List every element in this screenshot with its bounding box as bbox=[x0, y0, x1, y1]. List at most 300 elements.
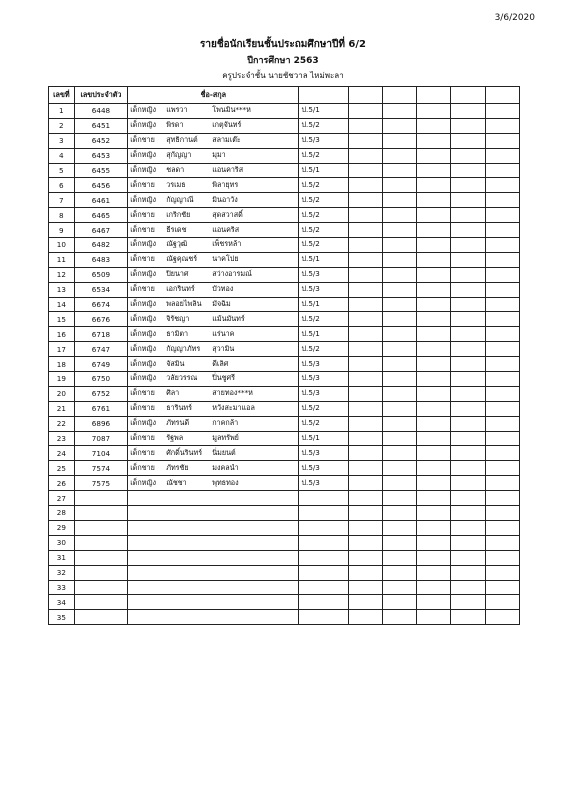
name-prefix: เด็กหญิง bbox=[130, 299, 157, 309]
table-row bbox=[49, 312, 520, 327]
blank-cell bbox=[348, 431, 382, 446]
student-name bbox=[128, 223, 299, 238]
first-name: จิรัชญา bbox=[166, 313, 190, 323]
blank-cell bbox=[382, 238, 416, 253]
row-number: 5 bbox=[49, 163, 75, 178]
blank-cell bbox=[348, 535, 382, 550]
blank-cell bbox=[417, 163, 451, 178]
blank-cell bbox=[485, 267, 519, 282]
student-name bbox=[128, 491, 299, 506]
student-id: 6749 bbox=[74, 357, 128, 372]
previous-class: ป.5/1 bbox=[299, 297, 348, 312]
previous-class: ป.5/3 bbox=[299, 357, 348, 372]
blank-cell bbox=[348, 580, 382, 595]
row-number: 17 bbox=[49, 342, 75, 357]
student-id bbox=[74, 520, 128, 535]
blank-cell bbox=[382, 520, 416, 535]
previous-class: ป.5/2 bbox=[299, 193, 348, 208]
table-row bbox=[49, 372, 520, 387]
row-number: 29 bbox=[49, 520, 75, 535]
table-row bbox=[49, 148, 520, 163]
table-row bbox=[49, 178, 520, 193]
student-name bbox=[128, 148, 299, 163]
previous-class: ป.5/2 bbox=[299, 416, 348, 431]
blank-cell bbox=[451, 431, 485, 446]
student-name bbox=[128, 104, 299, 119]
row-number: 23 bbox=[49, 431, 75, 446]
blank-cell bbox=[348, 133, 382, 148]
last-name: แร่นาค bbox=[212, 328, 235, 338]
name-prefix: เด็กหญิง bbox=[130, 165, 157, 174]
previous-class: ป.5/2 bbox=[299, 208, 348, 223]
blank-cell bbox=[382, 118, 416, 133]
blank-cell bbox=[382, 252, 416, 267]
row-number: 22 bbox=[49, 416, 75, 431]
row-number: 27 bbox=[49, 491, 75, 506]
blank-cell bbox=[348, 401, 382, 416]
previous-class: ป.5/3 bbox=[299, 372, 348, 387]
table-row bbox=[49, 297, 520, 312]
table-row bbox=[49, 476, 520, 491]
first-name: ณัฐคุณชร์ bbox=[166, 254, 198, 264]
header-no: เลขที่ bbox=[49, 87, 75, 104]
table-row bbox=[49, 461, 520, 476]
blank-cell bbox=[348, 297, 382, 312]
student-name bbox=[128, 401, 299, 416]
student-name bbox=[128, 535, 299, 550]
name-prefix: เด็กหญิง bbox=[130, 269, 157, 279]
blank-cell bbox=[417, 148, 451, 163]
previous-class bbox=[299, 595, 348, 610]
student-name bbox=[128, 208, 299, 223]
student-id: 6482 bbox=[74, 238, 128, 253]
name-prefix: เด็กหญิง bbox=[130, 150, 157, 160]
student-name bbox=[128, 297, 299, 312]
student-id bbox=[74, 491, 128, 506]
blank-cell bbox=[348, 550, 382, 565]
blank-cell bbox=[451, 372, 485, 387]
row-number: 13 bbox=[49, 282, 75, 297]
blank-cell bbox=[348, 312, 382, 327]
table-row bbox=[49, 327, 520, 342]
blank-cell bbox=[417, 595, 451, 610]
blank-cell bbox=[417, 267, 451, 282]
student-id: 6452 bbox=[74, 133, 128, 148]
blank-cell bbox=[451, 595, 485, 610]
row-number: 26 bbox=[49, 476, 75, 491]
table-row bbox=[49, 520, 520, 535]
blank-cell bbox=[417, 565, 451, 580]
header-blank bbox=[348, 87, 382, 104]
student-id: 6718 bbox=[74, 327, 128, 342]
table-row bbox=[49, 506, 520, 521]
first-name: วลัยวรรณ bbox=[166, 373, 198, 383]
blank-cell bbox=[382, 357, 416, 372]
student-id: 7087 bbox=[74, 431, 128, 446]
previous-class bbox=[299, 491, 348, 506]
first-name: วรเมธ bbox=[166, 179, 186, 189]
blank-cell bbox=[485, 595, 519, 610]
student-id: 6509 bbox=[74, 267, 128, 282]
student-id: 6455 bbox=[74, 163, 128, 178]
student-id: 6750 bbox=[74, 372, 128, 387]
blank-cell bbox=[348, 610, 382, 625]
blank-cell bbox=[382, 178, 416, 193]
blank-cell bbox=[382, 148, 416, 163]
name-prefix: เด็กหญิง bbox=[130, 120, 157, 130]
blank-cell bbox=[348, 342, 382, 357]
name-prefix: เด็กหญิง bbox=[130, 194, 157, 204]
first-name: ศิลา bbox=[166, 388, 180, 398]
table-row bbox=[49, 565, 520, 580]
table-row bbox=[49, 610, 520, 625]
row-number: 2 bbox=[49, 118, 75, 133]
last-name: มงคลนำ bbox=[212, 462, 239, 472]
previous-class: ป.5/3 bbox=[299, 282, 348, 297]
blank-cell bbox=[417, 446, 451, 461]
blank-cell bbox=[417, 506, 451, 521]
blank-cell bbox=[382, 327, 416, 342]
last-name: นาคโปย bbox=[212, 254, 239, 264]
blank-cell bbox=[485, 506, 519, 521]
table-row bbox=[49, 118, 520, 133]
blank-cell bbox=[348, 357, 382, 372]
previous-class: ป.5/2 bbox=[299, 118, 348, 133]
first-name: ณัชชา bbox=[166, 477, 187, 487]
table-row bbox=[49, 342, 520, 357]
blank-cell bbox=[382, 595, 416, 610]
row-number: 28 bbox=[49, 506, 75, 521]
blank-cell bbox=[348, 178, 382, 193]
first-name: กัญญาณี bbox=[166, 194, 194, 204]
student-id: 6676 bbox=[74, 312, 128, 327]
student-id: 6448 bbox=[74, 104, 128, 119]
last-name: ปิ่นชูศรี bbox=[212, 373, 235, 383]
name-prefix: เด็กชาย bbox=[130, 284, 155, 294]
header-blank bbox=[485, 87, 519, 104]
last-name: พุทธทอง bbox=[212, 477, 239, 487]
blank-cell bbox=[451, 312, 485, 327]
blank-cell bbox=[417, 520, 451, 535]
first-name: พิรดา bbox=[166, 120, 184, 130]
student-id bbox=[74, 550, 128, 565]
student-id bbox=[74, 595, 128, 610]
student-id: 7574 bbox=[74, 461, 128, 476]
row-number: 15 bbox=[49, 312, 75, 327]
table-row bbox=[49, 163, 520, 178]
first-name: สุทธิกานต์ bbox=[166, 135, 198, 145]
row-number: 33 bbox=[49, 580, 75, 595]
blank-cell bbox=[382, 372, 416, 387]
blank-cell bbox=[348, 223, 382, 238]
name-prefix: เด็กชาย bbox=[130, 433, 155, 443]
table-row bbox=[49, 595, 520, 610]
table-row bbox=[49, 550, 520, 565]
student-id bbox=[74, 580, 128, 595]
blank-cell bbox=[451, 357, 485, 372]
name-prefix: เด็กชาย bbox=[130, 403, 155, 413]
previous-class: ป.5/2 bbox=[299, 178, 348, 193]
blank-cell bbox=[451, 208, 485, 223]
blank-cell bbox=[417, 282, 451, 297]
student-id: 6461 bbox=[74, 193, 128, 208]
student-id: 6752 bbox=[74, 386, 128, 401]
last-name: โพนมิน***ห bbox=[212, 105, 251, 115]
first-name: พลอยไพลิน bbox=[166, 299, 202, 309]
previous-class bbox=[299, 565, 348, 580]
student-name bbox=[128, 193, 299, 208]
blank-cell bbox=[451, 178, 485, 193]
student-name bbox=[128, 386, 299, 401]
last-name: มินอาวัง bbox=[212, 194, 238, 204]
row-number: 21 bbox=[49, 401, 75, 416]
table-row bbox=[49, 267, 520, 282]
student-id: 6453 bbox=[74, 148, 128, 163]
blank-cell bbox=[451, 133, 485, 148]
name-prefix: เด็กหญิง bbox=[130, 105, 157, 115]
blank-cell bbox=[451, 327, 485, 342]
blank-cell bbox=[417, 461, 451, 476]
blank-cell bbox=[417, 223, 451, 238]
student-id: 6456 bbox=[74, 178, 128, 193]
student-roster-table bbox=[48, 86, 520, 625]
student-id: 6674 bbox=[74, 297, 128, 312]
previous-class: ป.5/1 bbox=[299, 431, 348, 446]
print-date: 3/6/2020 bbox=[494, 13, 535, 23]
blank-cell bbox=[382, 446, 416, 461]
name-prefix: เด็กชาย bbox=[130, 209, 155, 219]
blank-cell bbox=[485, 342, 519, 357]
blank-cell bbox=[485, 401, 519, 416]
last-name: สลามเต๊ะ bbox=[212, 135, 241, 145]
blank-cell bbox=[348, 461, 382, 476]
homeroom-teacher: ครูประจำชั้น นายชัชวาล ไหม่พะลา bbox=[222, 71, 344, 80]
blank-cell bbox=[485, 386, 519, 401]
blank-cell bbox=[451, 223, 485, 238]
blank-cell bbox=[485, 476, 519, 491]
previous-class: ป.5/3 bbox=[299, 461, 348, 476]
student-name bbox=[128, 446, 299, 461]
previous-class: ป.5/2 bbox=[299, 148, 348, 163]
blank-cell bbox=[417, 208, 451, 223]
blank-cell bbox=[382, 476, 416, 491]
row-number: 9 bbox=[49, 223, 75, 238]
row-number: 20 bbox=[49, 386, 75, 401]
previous-class: ป.5/1 bbox=[299, 104, 348, 119]
student-name bbox=[128, 372, 299, 387]
blank-cell bbox=[348, 595, 382, 610]
header-blank bbox=[382, 87, 416, 104]
student-name bbox=[128, 238, 299, 253]
row-number: 14 bbox=[49, 297, 75, 312]
blank-cell bbox=[485, 312, 519, 327]
row-number: 6 bbox=[49, 178, 75, 193]
blank-cell bbox=[382, 297, 416, 312]
name-prefix: เด็กหญิง bbox=[130, 358, 157, 368]
header-name: ชื่อ-สกุล bbox=[128, 87, 299, 104]
student-name bbox=[128, 580, 299, 595]
blank-cell bbox=[417, 431, 451, 446]
previous-class: ป.5/3 bbox=[299, 446, 348, 461]
name-prefix: เด็กหญิง bbox=[130, 373, 157, 383]
blank-cell bbox=[348, 208, 382, 223]
row-number: 11 bbox=[49, 252, 75, 267]
table-row bbox=[49, 386, 520, 401]
first-name: เอกรินทร์ bbox=[166, 284, 195, 294]
student-name bbox=[128, 431, 299, 446]
blank-cell bbox=[485, 208, 519, 223]
last-name: บัวทอง bbox=[212, 284, 234, 294]
last-name: สุดสวาสดิ์ bbox=[212, 209, 243, 219]
previous-class: ป.5/2 bbox=[299, 238, 348, 253]
blank-cell bbox=[451, 104, 485, 119]
blank-cell bbox=[485, 282, 519, 297]
blank-cell bbox=[348, 238, 382, 253]
student-id: 7104 bbox=[74, 446, 128, 461]
previous-class bbox=[299, 506, 348, 521]
table-row bbox=[49, 223, 520, 238]
header-class bbox=[299, 87, 348, 104]
previous-class: ป.5/3 bbox=[299, 267, 348, 282]
blank-cell bbox=[451, 491, 485, 506]
first-name: กัญญาภัทร bbox=[166, 343, 201, 353]
blank-cell bbox=[417, 118, 451, 133]
blank-cell bbox=[382, 491, 416, 506]
name-prefix: เด็กชาย bbox=[130, 254, 155, 264]
student-id bbox=[74, 535, 128, 550]
blank-cell bbox=[382, 431, 416, 446]
blank-cell bbox=[485, 327, 519, 342]
blank-cell bbox=[348, 282, 382, 297]
student-id: 6451 bbox=[74, 118, 128, 133]
previous-class: ป.5/2 bbox=[299, 312, 348, 327]
previous-class: ป.5/2 bbox=[299, 401, 348, 416]
name-prefix: เด็กหญิง bbox=[130, 477, 157, 487]
blank-cell bbox=[382, 610, 416, 625]
blank-cell bbox=[382, 342, 416, 357]
blank-cell bbox=[485, 491, 519, 506]
last-name: แม้นมันทร์ bbox=[212, 313, 245, 323]
blank-cell bbox=[417, 178, 451, 193]
blank-cell bbox=[382, 282, 416, 297]
blank-cell bbox=[382, 461, 416, 476]
blank-cell bbox=[348, 520, 382, 535]
blank-cell bbox=[382, 163, 416, 178]
first-name: ศักดิ์นรินทร์ bbox=[166, 447, 203, 457]
blank-cell bbox=[485, 535, 519, 550]
blank-cell bbox=[417, 327, 451, 342]
student-name bbox=[128, 565, 299, 580]
last-name: มุมา bbox=[212, 150, 226, 160]
blank-cell bbox=[348, 446, 382, 461]
blank-cell bbox=[485, 238, 519, 253]
blank-cell bbox=[348, 565, 382, 580]
blank-cell bbox=[485, 416, 519, 431]
name-prefix: เด็กหญิง bbox=[130, 313, 157, 323]
table-row bbox=[49, 401, 520, 416]
blank-cell bbox=[382, 580, 416, 595]
row-number: 8 bbox=[49, 208, 75, 223]
previous-class: ป.5/3 bbox=[299, 133, 348, 148]
row-number: 7 bbox=[49, 193, 75, 208]
table-row bbox=[49, 282, 520, 297]
blank-cell bbox=[417, 312, 451, 327]
first-name: ธีรเดช bbox=[166, 224, 187, 234]
student-name bbox=[128, 595, 299, 610]
row-number: 12 bbox=[49, 267, 75, 282]
row-number: 1 bbox=[49, 104, 75, 119]
name-prefix: เด็กหญิง bbox=[130, 239, 157, 249]
previous-class: ป.5/1 bbox=[299, 327, 348, 342]
blank-cell bbox=[451, 267, 485, 282]
row-number: 4 bbox=[49, 148, 75, 163]
blank-cell bbox=[417, 386, 451, 401]
blank-cell bbox=[451, 461, 485, 476]
student-id bbox=[74, 506, 128, 521]
blank-cell bbox=[451, 386, 485, 401]
blank-cell bbox=[348, 148, 382, 163]
blank-cell bbox=[451, 193, 485, 208]
first-name: ธามิตา bbox=[166, 328, 189, 338]
student-id: 6534 bbox=[74, 282, 128, 297]
student-name bbox=[128, 461, 299, 476]
table-row bbox=[49, 252, 520, 267]
blank-cell bbox=[382, 223, 416, 238]
blank-cell bbox=[451, 580, 485, 595]
previous-class bbox=[299, 610, 348, 625]
blank-cell bbox=[348, 372, 382, 387]
blank-cell bbox=[382, 133, 416, 148]
blank-cell bbox=[485, 372, 519, 387]
table-row bbox=[49, 580, 520, 595]
first-name: เกริกชัย bbox=[166, 209, 191, 219]
blank-cell bbox=[485, 133, 519, 148]
table-row bbox=[49, 535, 520, 550]
blank-cell bbox=[417, 476, 451, 491]
blank-cell bbox=[485, 580, 519, 595]
blank-cell bbox=[382, 401, 416, 416]
blank-cell bbox=[485, 252, 519, 267]
row-number: 35 bbox=[49, 610, 75, 625]
blank-cell bbox=[417, 491, 451, 506]
last-name: หวังสะมาแอล bbox=[212, 403, 255, 413]
table-row bbox=[49, 238, 520, 253]
first-name: สุกัญญา bbox=[166, 150, 192, 160]
blank-cell bbox=[451, 252, 485, 267]
blank-cell bbox=[485, 163, 519, 178]
name-prefix: เด็กชาย bbox=[130, 135, 155, 145]
academic-year: ปีการศึกษา 2563 bbox=[247, 56, 319, 66]
blank-cell bbox=[417, 297, 451, 312]
blank-cell bbox=[451, 446, 485, 461]
first-name: ภัทรชัย bbox=[166, 462, 189, 472]
blank-cell bbox=[451, 506, 485, 521]
blank-cell bbox=[382, 193, 416, 208]
table-body bbox=[49, 104, 520, 625]
first-name: ภัทรนดี bbox=[166, 418, 190, 428]
blank-cell bbox=[451, 118, 485, 133]
blank-cell bbox=[417, 401, 451, 416]
last-name: เพ็ชรหล้า bbox=[212, 239, 242, 249]
blank-cell bbox=[348, 104, 382, 119]
name-prefix: เด็กชาย bbox=[130, 462, 155, 472]
blank-cell bbox=[348, 476, 382, 491]
student-name bbox=[128, 610, 299, 625]
blank-cell bbox=[451, 342, 485, 357]
blank-cell bbox=[485, 223, 519, 238]
first-name: แพรวา bbox=[166, 105, 188, 115]
blank-cell bbox=[485, 520, 519, 535]
